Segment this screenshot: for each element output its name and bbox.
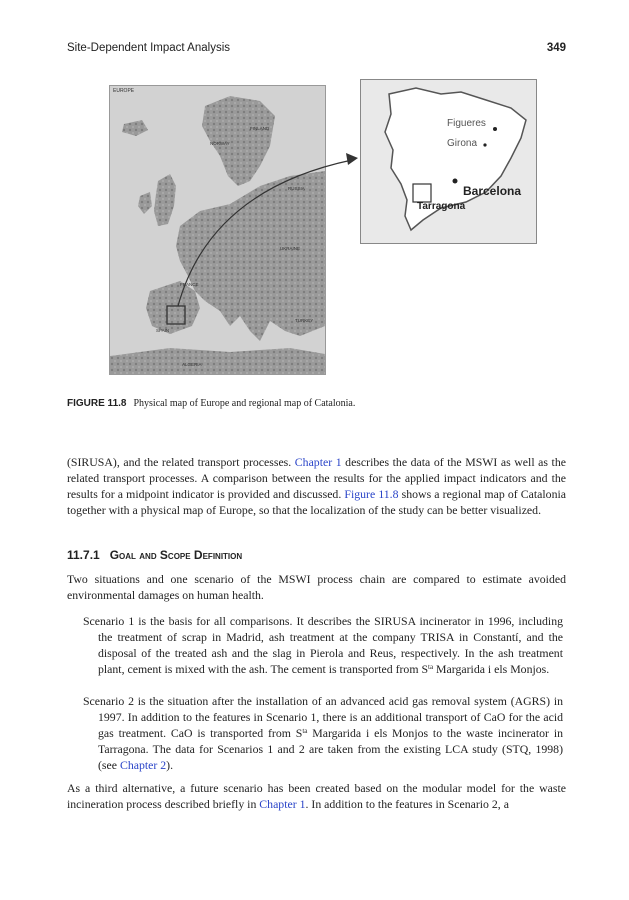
catalonia-map-graphic <box>361 80 536 243</box>
map-label-russia: RUSSIA <box>288 186 305 191</box>
running-head-title: Site-Dependent Impact Analysis <box>67 42 231 54</box>
section-title: Goal and Scope Definition <box>109 548 243 562</box>
figure-caption-text: Physical map of Europe and regional map of Catalonia. <box>133 398 356 409</box>
girona-dot <box>483 143 486 146</box>
paragraph-intro <box>67 454 566 518</box>
paragraph-third-text-2: . In addition to the features in Scenario 2, a <box>305 797 509 812</box>
city-label-tarragona: Tarragona <box>417 201 466 212</box>
map-label-europe: EUROPE <box>113 88 135 94</box>
city-label-figueres: Figueres <box>447 118 486 129</box>
scenario-2-text-2: Margarida i els Monjos to the waste incinerator in Tarragona. The data for Scenarios 1 and 2 are taken from the existing LCA study (STQ, 1998) (see <box>98 726 563 773</box>
paragraph-third-text-1: As a third alternative, a future scenario has been created based on the modular model for the waste incineration process described briefly in <box>67 781 566 812</box>
page-number: 349 <box>546 42 566 54</box>
paragraph-goal: Two situations and one scenario of the MSWI process chain are compared to estimate avoided environmental damages on human health. <box>67 572 566 603</box>
map-label-france: FRANCE <box>180 282 199 287</box>
section-heading <box>67 548 242 562</box>
figueres-dot <box>493 127 497 131</box>
chapter-2-link[interactable]: Chapter 2 <box>119 758 167 773</box>
scenario-2-paragraph <box>83 693 563 773</box>
paragraph-intro-text-1: (SIRUSA), and the related transport processes. <box>67 455 295 469</box>
chapter-1-link[interactable]: Chapter 1 <box>294 455 342 469</box>
paragraph-intro-text-3: shows a regional map of Catalonia together with a physical map of Europe, so that the localization of the study can be better visualized. <box>67 487 566 518</box>
scenario-2-text-3: ). <box>166 758 174 773</box>
scenario-1-superscript: ta <box>428 663 434 672</box>
map-label-ukraine: UKRAINE <box>280 246 301 251</box>
city-label-girona: Girona <box>447 138 478 149</box>
figure-11-8-link[interactable]: Figure 11.8 <box>344 487 399 502</box>
map-label-algeria: ALGERIA <box>182 362 202 367</box>
scenario-2-superscript: ta <box>302 727 308 736</box>
figure-caption <box>67 398 566 409</box>
map-label-finland: FINLAND <box>250 126 270 131</box>
city-label-barcelona: Barcelona <box>463 184 522 198</box>
map-label-norway: NORWAY <box>210 141 230 146</box>
paragraph-intro-text-2: describes the data of the MSWI as well as the related transport processes. A comparison between the results for the applied impact indicators and the results for a midpoint indicator is provided and discussed. <box>67 455 566 502</box>
section-number: 11.7.1 <box>67 548 100 562</box>
map-label-turkey: TURKEY <box>295 318 314 323</box>
chapter-1-link-2[interactable]: Chapter 1 <box>259 797 306 812</box>
scenario-1-text-1: Scenario 1 is the basis for all comparisons. It describes the SIRUSA incinerator in 1996, including the treatment of scrap in Madrid, ash treatment at the company TRISA in Constantí, and the disposal of the treated ash and the slag in Pierola and Reus, respectively. In the ash treatment plant, cement is mixed with the ash. The cement is transported from S <box>83 614 563 677</box>
scenario-2-text-1: Scenario 2 is the situation after the installation of an advanced acid gas removal system (AGRS) in 1997. In addition to the features in Scenario 1, there is an additional transport of CaO for the acid gas treatment. CaO is transported from S <box>83 694 563 741</box>
barcelona-dot <box>453 179 458 184</box>
figure-caption-label: FIGURE 11.8 <box>67 398 127 409</box>
scenario-1-text-2: Margarida i els Monjos. <box>433 662 550 677</box>
map-label-spain: SPAIN <box>156 328 170 333</box>
catalonia-map <box>360 79 537 244</box>
paragraph-third-alternative <box>67 780 566 812</box>
scenario-1-paragraph <box>83 613 563 677</box>
